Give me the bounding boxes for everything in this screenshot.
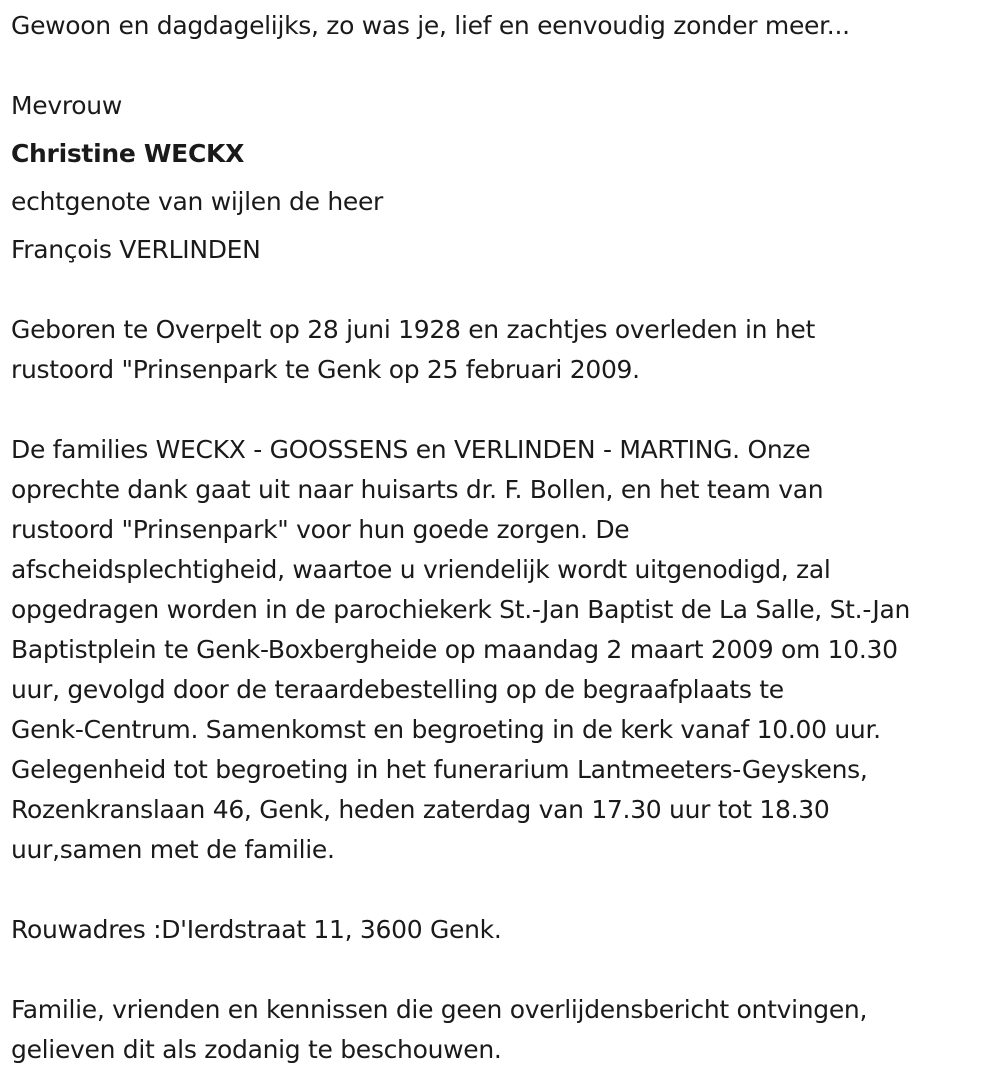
relation: echtgenote van wijlen de heer [11,187,384,216]
text-line: oprechte dank gaat uit naar huisarts dr. F. Bollen, en het team van [11,475,824,504]
text-line: gelieven dit als zodanig te beschouwen. [11,1035,502,1064]
mourning-address: Rouwadres :D'Ierdstraat 11, 3600 Genk. [11,915,502,944]
spouse-name: François VERLINDEN [11,235,261,264]
salutation: Mevrouw [11,91,122,120]
text-line: Gelegenheid tot begroeting in het funerarium Lantmeeters-Geyskens, [11,755,868,784]
motto: Gewoon en dagdagelijks, zo was je, lief en eenvoudig zonder meer... [11,11,850,40]
text-line: Familie, vrienden en kennissen die geen overlijdensbericht ontvingen, [11,995,868,1024]
body-paragraph [11,430,996,870]
spacer [11,950,996,990]
text-line: Baptistplein te Genk-Boxbergheide op maandag 2 maart 2009 om 10.30 [11,635,898,664]
text-line: rustoord "Prinsenpark te Genk op 25 februari 2009. [11,355,640,384]
closing-paragraph [11,990,996,1070]
text-line: rustoord "Prinsenpark" voor hun goede zorgen. De [11,515,630,544]
spacer [11,270,996,310]
obituary-notice [11,0,996,1070]
spacer [11,46,996,86]
text-line: Genk-Centrum. Samenkomst en begroeting in de kerk vanaf 10.00 uur. [11,715,881,744]
spacer [11,390,996,430]
text-line: Geboren te Overpelt op 28 juni 1928 en zachtjes overleden in het [11,315,815,344]
text-line: Rozenkranslaan 46, Genk, heden zaterdag van 17.30 uur tot 18.30 [11,795,830,824]
text-line: afscheidsplechtigheid, waartoe u vriendelijk wordt uitgenodigd, zal [11,555,831,584]
text-line: De families WECKX - GOOSSENS en VERLINDEN - MARTING. Onze [11,435,811,464]
text-line: uur, gevolgd door de teraardebestelling op de begraafplaats te [11,675,784,704]
text-line: uur,samen met de familie. [11,835,335,864]
deceased-name: Christine WECKX [11,139,245,168]
text-line: opgedragen worden in de parochiekerk St.-Jan Baptist de La Salle, St.-Jan [11,595,911,624]
spacer [11,870,996,910]
birth-death-paragraph [11,310,996,390]
